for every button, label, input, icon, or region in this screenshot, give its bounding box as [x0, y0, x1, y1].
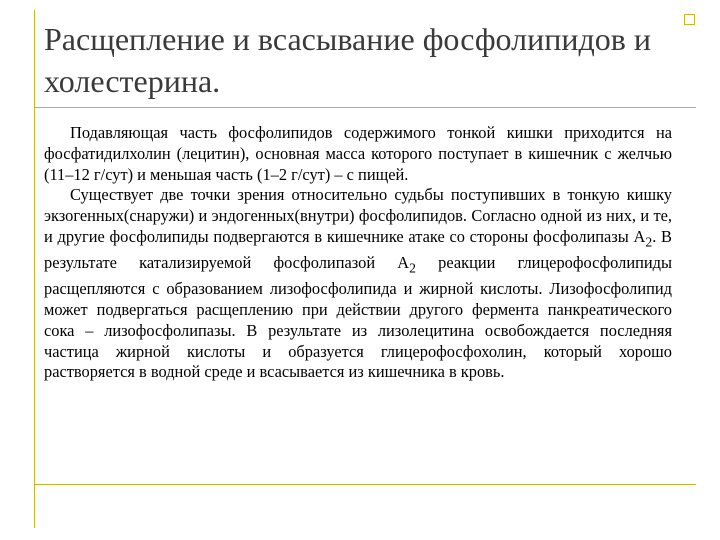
- title-divider-line: [34, 107, 696, 108]
- paragraph-2-part-1: Существует две точки зрения относительно судьбы поступивших в тонкую кишку экзогенных(снаружи) и эндогенных(внутри) фосфолипидов. Согласно одной из них, и те, и другие фосфолипиды подвергаются в кишечнике атаке со стороны фосфолипазы А: [44, 185, 672, 246]
- paragraph-2-part-2: . В результате катализируемой фосфолипазой А: [44, 226, 672, 273]
- paragraph-2: [44, 185, 672, 383]
- paragraph-1: Подавляющая часть фосфолипидов содержимого тонкой кишки приходится на фосфатидилхолин (лецитин), основная масса которого поступает в кишечник с желчью (11–12 г/сут) и меньшая часть (1–2 г/сут) – с пищей.: [44, 123, 672, 184]
- subscript-2-second: 2: [409, 260, 416, 276]
- corner-square-decoration: [684, 14, 695, 25]
- subscript-2: 2: [645, 234, 653, 250]
- frame-vertical-line: [34, 10, 35, 528]
- slide-title: Расщепление и всасывание фосфолипидов и холестерина.: [44, 21, 651, 99]
- paragraph-2-part-3: реакции глицерофосфолипиды расщепляются с образованием лизофосфолипида и жирной кислоты. Лизофосфолипид может подвергаться расщеплению при действии другого фермента панкреатического сока – лизофосфолипазы. В результате из лизолецитина освобождается последняя частица жирной кислоты и образуется глицерофосфохолин, который хорошо растворяется в водной среде и всасывается из кишечника в кровь.: [44, 253, 672, 382]
- slide-body: [44, 123, 672, 383]
- bottom-divider-line: [34, 484, 696, 485]
